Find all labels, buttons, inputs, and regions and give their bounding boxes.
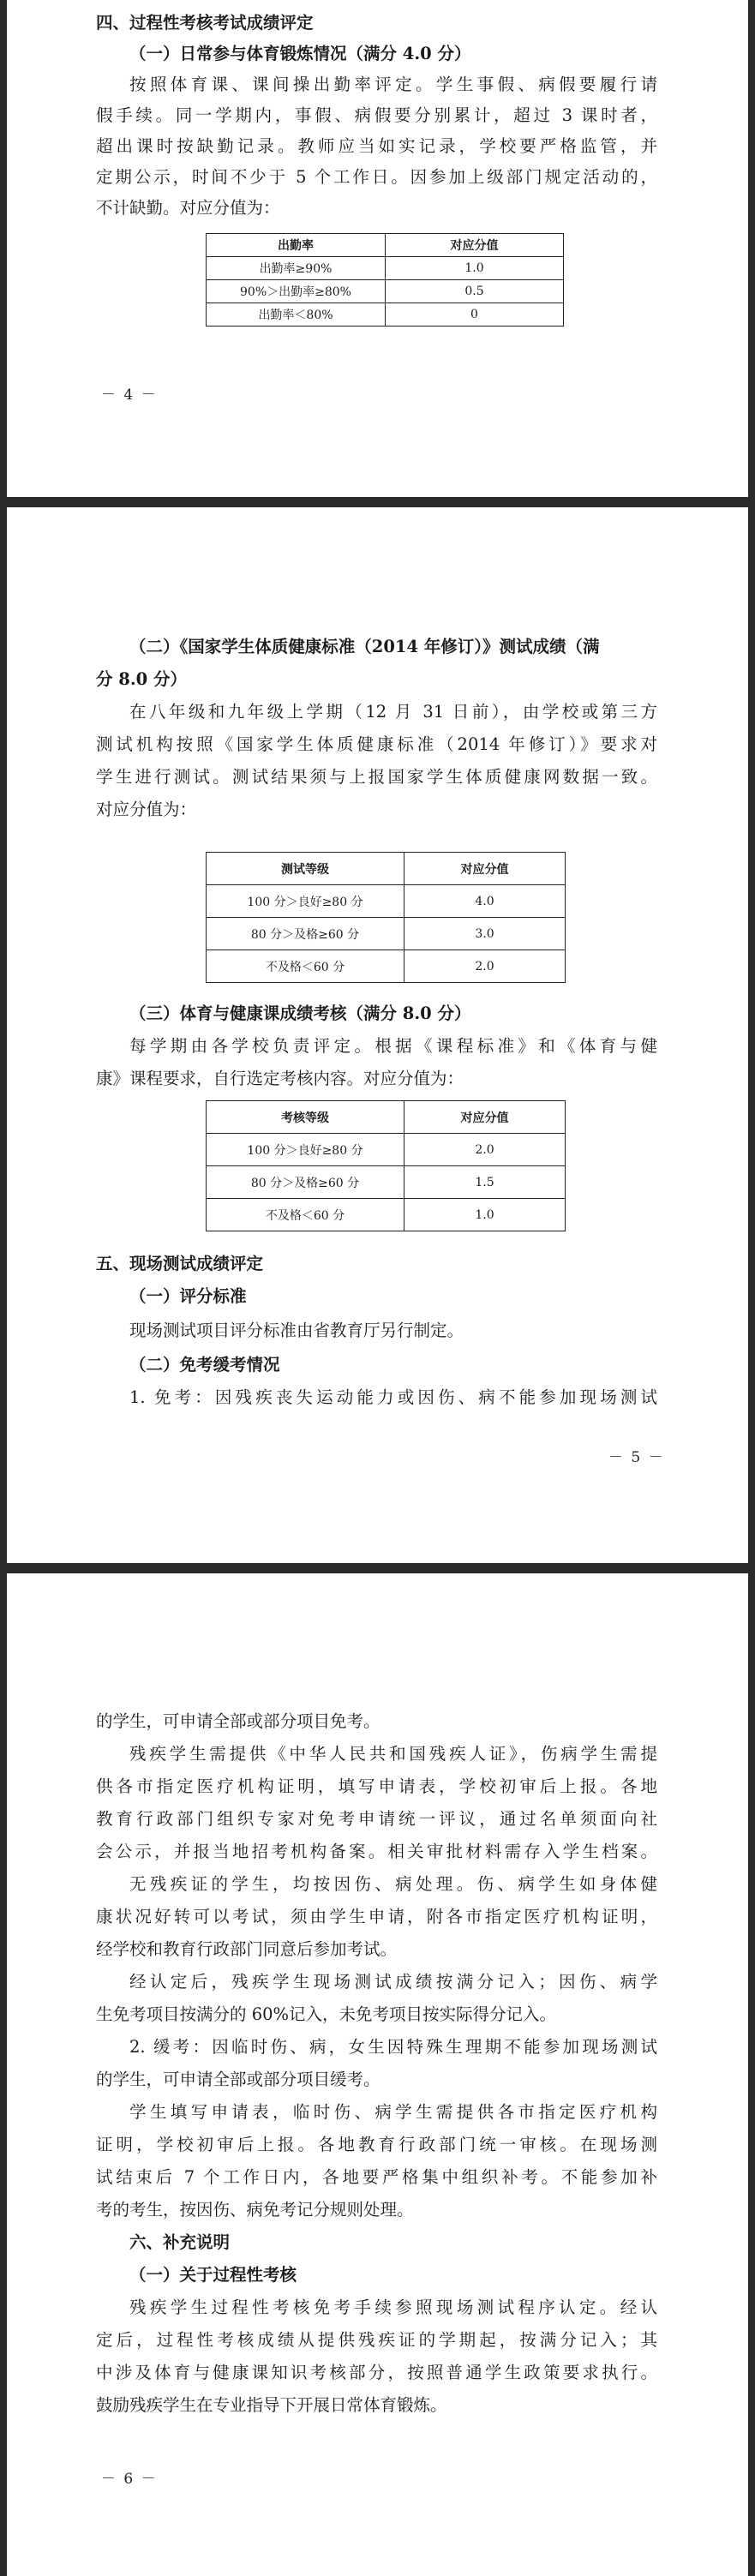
table-cell: 出勤率≥90% bbox=[207, 257, 386, 280]
table-cell: 100 分＞良好≥80 分 bbox=[207, 1134, 404, 1166]
paragraph-line: 残疾学生需提供《中华人民共和国残疾人证》，伤病学生需提 bbox=[129, 1744, 657, 1764]
table-row bbox=[207, 1134, 566, 1166]
subheading-scoring-standard: （一）评分标准 bbox=[129, 1286, 247, 1306]
subheading-fitness-test: （二）《国家学生体质健康标准（2014 年修订）》测试成绩（满 bbox=[129, 637, 600, 656]
table-cell: 不及格＜60 分 bbox=[207, 950, 404, 983]
table-header-row bbox=[207, 1101, 566, 1134]
paragraph-line: 残疾学生过程性考核免考手续参照现场测试程序认定。经认 bbox=[129, 2297, 657, 2317]
table-cell: 2.0 bbox=[404, 950, 566, 983]
table-cell: 4.0 bbox=[404, 885, 566, 918]
page-number: － 6 － bbox=[101, 2471, 158, 2488]
table-row bbox=[207, 1166, 566, 1199]
paragraph-line: 教育行政部门组织专家对免考申请统一评议，通过名单须面向社 bbox=[96, 1809, 657, 1829]
subheading-pe-course: （三）体育与健康课成绩考核（满分 8.0 分） bbox=[129, 1003, 471, 1023]
table-cell: 不及格＜60 分 bbox=[207, 1199, 404, 1231]
paragraph-line: 的学生，可申请全部或部分项目免考。 bbox=[96, 1711, 380, 1731]
paragraph-line: 中涉及体育与健康课知识考核部分，按照普通学生政策要求执行。 bbox=[96, 2363, 657, 2382]
paragraph-line: 经学校和教育行政部门同意后参加考试。 bbox=[96, 1939, 398, 1959]
table-row bbox=[207, 280, 564, 303]
section-heading-6: 六、补充说明 bbox=[129, 2232, 231, 2252]
paragraph-line: 1. 免考：因残疾丧失运动能力或因伤、病不能参加现场测试 bbox=[129, 1387, 657, 1407]
subheading-process-assessment: （一）关于过程性考核 bbox=[129, 2265, 297, 2285]
paragraph-line: 生免考项目按满分的 60%记入，未免考项目按实际得分记入。 bbox=[96, 2004, 557, 2024]
page-number: － 4 － bbox=[101, 386, 158, 404]
subheading-exemption: （二）免考缓考情况 bbox=[129, 1355, 280, 1375]
paragraph-line: 考的考生，按因伤、病免考记分规则处理。 bbox=[96, 2200, 414, 2220]
paragraph-line: 的学生，可申请全部或部分项目缓考。 bbox=[96, 2070, 380, 2089]
table-row bbox=[207, 950, 566, 983]
table-row bbox=[207, 257, 564, 280]
table-header-cell: 测试等级 bbox=[207, 853, 404, 885]
table-cell: 0.5 bbox=[386, 280, 564, 303]
table-header-cell: 对应分值 bbox=[404, 853, 566, 885]
table-header-row bbox=[207, 853, 566, 885]
attendance-score-table bbox=[206, 233, 564, 326]
paragraph-line: 按照体育课、课间操出勤率评定。学生事假、病假要履行请 bbox=[129, 75, 657, 94]
paragraph-line: 不计缺勤。对应分值为： bbox=[96, 198, 280, 218]
page-4 bbox=[7, 0, 748, 497]
paragraph-line: 对应分值为： bbox=[96, 800, 197, 819]
section-heading-4: 四、过程性考核考试成绩评定 bbox=[96, 13, 314, 33]
table-cell: 0 bbox=[386, 303, 564, 326]
paragraph-line: 无残疾证的学生，均按因伤、病处理。伤、病学生如身体健 bbox=[129, 1874, 657, 1894]
table-cell: 80 分＞及格≥60 分 bbox=[207, 918, 404, 950]
table-header-cell: 考核等级 bbox=[207, 1101, 404, 1134]
paragraph-line: 供各市指定医疗机构证明，填写申请表，学校初审后上报。各地 bbox=[96, 1776, 657, 1796]
paragraph-line: 鼓励残疾学生在专业指导下开展日常体育锻炼。 bbox=[96, 2395, 447, 2415]
table-header-row bbox=[207, 234, 564, 257]
section-heading-5: 五、现场测试成绩评定 bbox=[96, 1254, 264, 1273]
paragraph-line: 定后，过程性考核成绩从提供残疾证的学期起，按满分记入；其 bbox=[96, 2330, 657, 2350]
paragraph-line: 学生填写申请表，临时伤、病学生需提供各市指定医疗机构 bbox=[129, 2102, 657, 2122]
page-6 bbox=[7, 1573, 748, 2576]
paragraph-line: 测试机构按照《国家学生体质健康标准（2014 年修订）》要求对 bbox=[96, 734, 657, 754]
paragraph-line: 学生进行测试。测试结果须与上报国家学生体质健康网数据一致。 bbox=[96, 767, 657, 787]
table-cell: 出勤率＜80% bbox=[207, 303, 386, 326]
table-cell: 80 分＞及格≥60 分 bbox=[207, 1166, 404, 1199]
subheading-daily-exercise: （一）日常参与体育锻炼情况（满分 4.0 分） bbox=[129, 44, 471, 63]
paragraph-line: 经认定后，残疾学生现场测试成绩按满分记入；因伤、病学 bbox=[129, 1972, 657, 1992]
paragraph-line: 会公示，并报当地招考机构备案。相关审批材料需存入学生档案。 bbox=[96, 1842, 657, 1861]
table-row bbox=[207, 885, 566, 918]
table-cell: 100 分＞良好≥80 分 bbox=[207, 885, 404, 918]
table-cell: 1.0 bbox=[386, 257, 564, 280]
paragraph-line: 定期公示，时间不少于 5 个工作日。因参加上级部门规定活动的， bbox=[96, 167, 657, 187]
table-cell: 1.5 bbox=[404, 1166, 566, 1199]
paragraph-line: 证明，学校初审后上报。各地教育行政部门统一审核。在现场测 bbox=[96, 2135, 657, 2154]
pe-course-score-table bbox=[206, 1100, 566, 1231]
table-cell: 90%＞出勤率≥80% bbox=[207, 280, 386, 303]
fitness-test-score-table bbox=[206, 852, 566, 983]
paragraph-line: 现场测试项目评分标准由省教育厅另行制定。 bbox=[129, 1321, 464, 1340]
table-row bbox=[207, 1199, 566, 1231]
table-header-cell: 对应分值 bbox=[386, 234, 564, 257]
paragraph-line: 2. 缓考：因临时伤、病，女生因特殊生理期不能参加现场测试 bbox=[129, 2037, 657, 2057]
paragraph-line: 在八年级和九年级上学期（12 月 31 日前），由学校或第三方 bbox=[129, 702, 657, 722]
table-header-cell: 出勤率 bbox=[207, 234, 386, 257]
paragraph-line: 超出课时按缺勤记录。教师应当如实记录，学校要严格监管，并 bbox=[96, 136, 657, 156]
table-row bbox=[207, 918, 566, 950]
paragraph-line: 假手续。同一学期内，事假、病假要分别累计，超过 3 课时者， bbox=[96, 105, 657, 125]
table-row bbox=[207, 303, 564, 326]
subheading-fitness-test-cont: 分 8.0 分） bbox=[96, 669, 188, 689]
paragraph-line: 康》课程要求，自行选定考核内容。对应分值为： bbox=[96, 1069, 464, 1088]
table-header-cell: 对应分值 bbox=[404, 1101, 566, 1134]
table-cell: 1.0 bbox=[404, 1199, 566, 1231]
paragraph-line: 每学期由各学校负责评定。根据《课程标准》和《体育与健 bbox=[129, 1036, 657, 1056]
page-5 bbox=[7, 507, 748, 1563]
table-cell: 3.0 bbox=[404, 918, 566, 950]
paragraph-line: 康状况好转可以考试，须由学生申请，附各市指定医疗机构证明， bbox=[96, 1907, 657, 1926]
page-number: － 5 － bbox=[608, 1449, 665, 1466]
table-cell: 2.0 bbox=[404, 1134, 566, 1166]
paragraph-line: 试结束后 7 个工作日内，各地要严格集中组织补考。不能参加补 bbox=[96, 2167, 657, 2187]
